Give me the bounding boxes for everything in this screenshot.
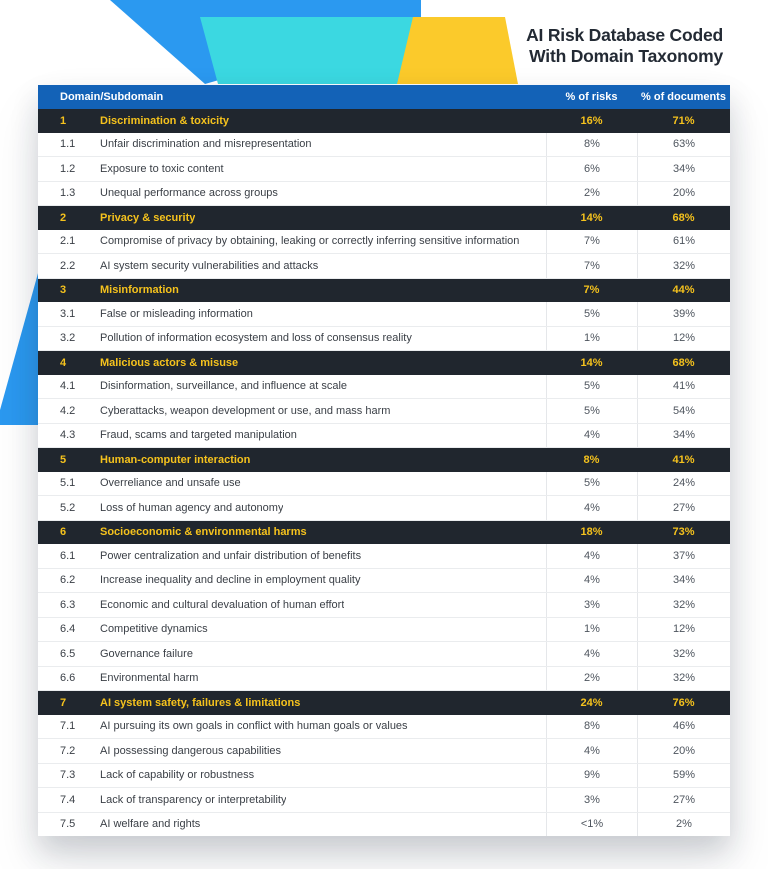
row-documents-value: 27% bbox=[637, 788, 730, 812]
subdomain-row bbox=[38, 544, 730, 569]
row-label-cell bbox=[38, 182, 546, 206]
subdomain-row bbox=[38, 764, 730, 789]
row-label-cell bbox=[38, 109, 546, 133]
row-label: AI system security vulnerabilities and attacks bbox=[100, 259, 319, 272]
top-yellow-shape bbox=[397, 17, 518, 84]
subdomain-row bbox=[38, 133, 730, 158]
column-header-risks: % of risks bbox=[565, 91, 618, 103]
row-risks-value: 4% bbox=[546, 739, 637, 763]
row-number: 5.1 bbox=[60, 477, 76, 490]
row-documents-value: 32% bbox=[637, 254, 730, 278]
row-risks-value: 4% bbox=[546, 569, 637, 593]
domain-row bbox=[38, 351, 730, 375]
row-label: Loss of human agency and autonomy bbox=[100, 501, 284, 514]
row-label: Increase inequality and decline in employment quality bbox=[100, 574, 361, 587]
row-label: Human-computer interaction bbox=[100, 453, 251, 466]
row-risks-value: 5% bbox=[546, 399, 637, 423]
row-number: 1 bbox=[60, 114, 67, 127]
row-documents-value: 68% bbox=[672, 211, 695, 224]
row-number: 1.1 bbox=[60, 138, 76, 151]
row-label: Power centralization and unfair distribution of benefits bbox=[100, 549, 362, 562]
row-documents-value: 12% bbox=[637, 618, 730, 642]
page-title-line2: With Domain Taxonomy bbox=[529, 46, 723, 66]
row-number: 2.2 bbox=[60, 259, 76, 272]
row-documents-value: 32% bbox=[637, 667, 730, 691]
row-documents-value: 54% bbox=[637, 399, 730, 423]
row-label-cell bbox=[38, 157, 546, 181]
row-risks-value: 8% bbox=[546, 133, 637, 157]
row-label: Competitive dynamics bbox=[100, 623, 208, 636]
subdomain-row bbox=[38, 667, 730, 692]
row-number: 3 bbox=[60, 284, 67, 297]
subdomain-row bbox=[38, 424, 730, 449]
row-label: Lack of capability or robustness bbox=[100, 769, 255, 782]
domain-row bbox=[38, 279, 730, 303]
row-label: Lack of transparency or interpretability bbox=[100, 793, 287, 806]
subdomain-row bbox=[38, 375, 730, 400]
row-number: 7.1 bbox=[60, 720, 76, 733]
subdomain-row bbox=[38, 618, 730, 643]
row-label-cell bbox=[38, 254, 546, 278]
subdomain-row bbox=[38, 569, 730, 594]
taxonomy-table bbox=[38, 85, 730, 836]
row-label-cell bbox=[38, 691, 546, 715]
row-risks-value: 16% bbox=[580, 114, 603, 127]
row-label-cell bbox=[38, 642, 546, 666]
row-label: AI welfare and rights bbox=[100, 818, 201, 831]
row-label: Malicious actors & misuse bbox=[100, 356, 239, 369]
column-header-domain: Domain/Subdomain bbox=[60, 91, 164, 103]
row-documents-value: 34% bbox=[637, 157, 730, 181]
left-blue-triangle bbox=[0, 266, 40, 425]
row-risks-value: 14% bbox=[580, 356, 603, 369]
row-number: 6.3 bbox=[60, 598, 76, 611]
row-label-cell bbox=[38, 279, 546, 303]
row-risks-value: 4% bbox=[546, 424, 637, 448]
row-label: Fraud, scams and targeted manipulation bbox=[100, 429, 297, 442]
row-label: False or misleading information bbox=[100, 307, 253, 320]
row-number: 1.2 bbox=[60, 162, 76, 175]
row-label-cell bbox=[38, 472, 546, 496]
subdomain-row bbox=[38, 472, 730, 497]
row-risks-value: 24% bbox=[580, 696, 603, 709]
row-number: 5.2 bbox=[60, 501, 76, 514]
row-risks-value: 7% bbox=[546, 254, 637, 278]
subdomain-row bbox=[38, 593, 730, 618]
row-label-cell bbox=[38, 667, 546, 691]
row-risks-value: 2% bbox=[546, 667, 637, 691]
row-label-cell bbox=[38, 764, 546, 788]
subdomain-row bbox=[38, 715, 730, 740]
row-label: Unequal performance across groups bbox=[100, 187, 278, 200]
row-number: 4.2 bbox=[60, 404, 76, 417]
row-number: 6.1 bbox=[60, 549, 76, 562]
subdomain-row bbox=[38, 813, 730, 837]
row-label-cell bbox=[38, 327, 546, 351]
subdomain-row bbox=[38, 302, 730, 327]
page-title bbox=[526, 25, 723, 67]
row-documents-value: 24% bbox=[637, 472, 730, 496]
row-label-cell bbox=[38, 424, 546, 448]
row-documents-value: 63% bbox=[637, 133, 730, 157]
row-label-cell bbox=[38, 813, 546, 837]
domain-row bbox=[38, 448, 730, 472]
domain-row bbox=[38, 691, 730, 715]
row-label: Unfair discrimination and misrepresentation bbox=[100, 138, 312, 151]
row-risks-value: 9% bbox=[546, 764, 637, 788]
row-label: Privacy & security bbox=[100, 211, 196, 224]
row-risks-value: 1% bbox=[546, 327, 637, 351]
row-number: 3.2 bbox=[60, 332, 76, 345]
row-documents-value: 41% bbox=[672, 453, 695, 466]
row-documents-value: 61% bbox=[637, 230, 730, 254]
row-number: 7.4 bbox=[60, 793, 76, 806]
row-documents-value: 71% bbox=[672, 114, 695, 127]
row-label: Misinformation bbox=[100, 284, 179, 297]
row-risks-value: 7% bbox=[546, 230, 637, 254]
row-documents-value: 34% bbox=[637, 569, 730, 593]
row-number: 6.4 bbox=[60, 623, 76, 636]
row-risks-value: 7% bbox=[583, 284, 600, 297]
domain-row bbox=[38, 109, 730, 133]
table-header-row bbox=[38, 85, 730, 109]
subdomain-row bbox=[38, 254, 730, 279]
row-label-cell bbox=[38, 544, 546, 568]
row-label-cell bbox=[38, 593, 546, 617]
subdomain-row bbox=[38, 739, 730, 764]
row-label-cell bbox=[38, 521, 546, 545]
row-label-cell bbox=[38, 618, 546, 642]
row-number: 3.1 bbox=[60, 307, 76, 320]
row-documents-value: 39% bbox=[637, 302, 730, 326]
row-documents-value: 73% bbox=[672, 526, 695, 539]
row-documents-value: 46% bbox=[637, 715, 730, 739]
subdomain-row bbox=[38, 182, 730, 207]
row-risks-value: 8% bbox=[546, 715, 637, 739]
row-number: 6 bbox=[60, 526, 67, 539]
row-number: 4.1 bbox=[60, 380, 76, 393]
row-risks-value: 3% bbox=[546, 788, 637, 812]
row-number: 4 bbox=[60, 356, 67, 369]
row-number: 6.6 bbox=[60, 672, 76, 685]
row-label-cell bbox=[38, 739, 546, 763]
subdomain-row bbox=[38, 642, 730, 667]
subdomain-row bbox=[38, 230, 730, 255]
row-number: 1.3 bbox=[60, 187, 76, 200]
row-label-cell bbox=[38, 230, 546, 254]
subdomain-row bbox=[38, 788, 730, 813]
row-risks-value: 4% bbox=[546, 642, 637, 666]
row-label: AI possessing dangerous capabilities bbox=[100, 744, 282, 757]
row-label: Governance failure bbox=[100, 647, 193, 660]
table-rows bbox=[38, 109, 730, 836]
row-label-cell bbox=[38, 375, 546, 399]
row-number: 5 bbox=[60, 453, 67, 466]
row-label-cell bbox=[38, 788, 546, 812]
row-risks-value: 3% bbox=[546, 593, 637, 617]
row-risks-value: <1% bbox=[546, 813, 637, 837]
row-label: Socioeconomic & environmental harms bbox=[100, 526, 307, 539]
row-documents-value: 32% bbox=[637, 642, 730, 666]
row-risks-value: 4% bbox=[546, 544, 637, 568]
row-documents-value: 2% bbox=[637, 813, 730, 837]
row-label-cell bbox=[38, 351, 546, 375]
row-label-cell bbox=[38, 302, 546, 326]
top-cyan-shape bbox=[200, 17, 415, 84]
row-label: AI pursuing its own goals in conflict with human goals or values bbox=[100, 720, 408, 733]
row-documents-value: 76% bbox=[672, 696, 695, 709]
row-risks-value: 6% bbox=[546, 157, 637, 181]
subdomain-row bbox=[38, 496, 730, 521]
row-number: 2 bbox=[60, 211, 67, 224]
row-number: 6.5 bbox=[60, 647, 76, 660]
row-label: Cyberattacks, weapon development or use, and mass harm bbox=[100, 404, 391, 417]
subdomain-row bbox=[38, 327, 730, 352]
row-label-cell bbox=[38, 496, 546, 520]
row-label: AI system safety, failures & limitations bbox=[100, 696, 301, 709]
subdomain-row bbox=[38, 157, 730, 182]
row-risks-value: 5% bbox=[546, 472, 637, 496]
row-risks-value: 1% bbox=[546, 618, 637, 642]
row-risks-value: 2% bbox=[546, 182, 637, 206]
row-label-cell bbox=[38, 206, 546, 230]
row-label-cell bbox=[38, 133, 546, 157]
row-risks-value: 5% bbox=[546, 302, 637, 326]
row-documents-value: 27% bbox=[637, 496, 730, 520]
row-documents-value: 59% bbox=[637, 764, 730, 788]
page-title-line1: AI Risk Database Coded bbox=[526, 25, 723, 45]
row-documents-value: 12% bbox=[637, 327, 730, 351]
row-documents-value: 20% bbox=[637, 739, 730, 763]
row-number: 7.2 bbox=[60, 744, 76, 757]
row-number: 2.1 bbox=[60, 235, 76, 248]
row-risks-value: 4% bbox=[546, 496, 637, 520]
row-label-cell bbox=[38, 399, 546, 423]
row-documents-value: 44% bbox=[672, 284, 695, 297]
row-label: Disinformation, surveillance, and influence at scale bbox=[100, 380, 348, 393]
row-label-cell bbox=[38, 569, 546, 593]
row-documents-value: 32% bbox=[637, 593, 730, 617]
row-number: 4.3 bbox=[60, 429, 76, 442]
domain-row bbox=[38, 521, 730, 545]
row-documents-value: 37% bbox=[637, 544, 730, 568]
domain-row bbox=[38, 206, 730, 230]
row-label: Discrimination & toxicity bbox=[100, 114, 229, 127]
row-risks-value: 8% bbox=[583, 453, 600, 466]
row-label: Exposure to toxic content bbox=[100, 162, 224, 175]
row-label: Environmental harm bbox=[100, 672, 199, 685]
column-header-documents: % of documents bbox=[641, 91, 726, 103]
row-number: 6.2 bbox=[60, 574, 76, 587]
row-label: Overreliance and unsafe use bbox=[100, 477, 241, 490]
row-documents-value: 34% bbox=[637, 424, 730, 448]
row-risks-value: 14% bbox=[580, 211, 603, 224]
row-documents-value: 68% bbox=[672, 356, 695, 369]
row-label-cell bbox=[38, 448, 546, 472]
row-label: Compromise of privacy by obtaining, leaking or correctly inferring sensitive information bbox=[100, 235, 520, 248]
row-risks-value: 5% bbox=[546, 375, 637, 399]
row-label: Economic and cultural devaluation of human effort bbox=[100, 598, 345, 611]
row-number: 7.5 bbox=[60, 818, 76, 831]
row-documents-value: 20% bbox=[637, 182, 730, 206]
row-risks-value: 18% bbox=[580, 526, 603, 539]
row-documents-value: 41% bbox=[637, 375, 730, 399]
row-label-cell bbox=[38, 715, 546, 739]
row-number: 7.3 bbox=[60, 769, 76, 782]
subdomain-row bbox=[38, 399, 730, 424]
row-number: 7 bbox=[60, 696, 67, 709]
row-label: Pollution of information ecosystem and loss of consensus reality bbox=[100, 332, 412, 345]
